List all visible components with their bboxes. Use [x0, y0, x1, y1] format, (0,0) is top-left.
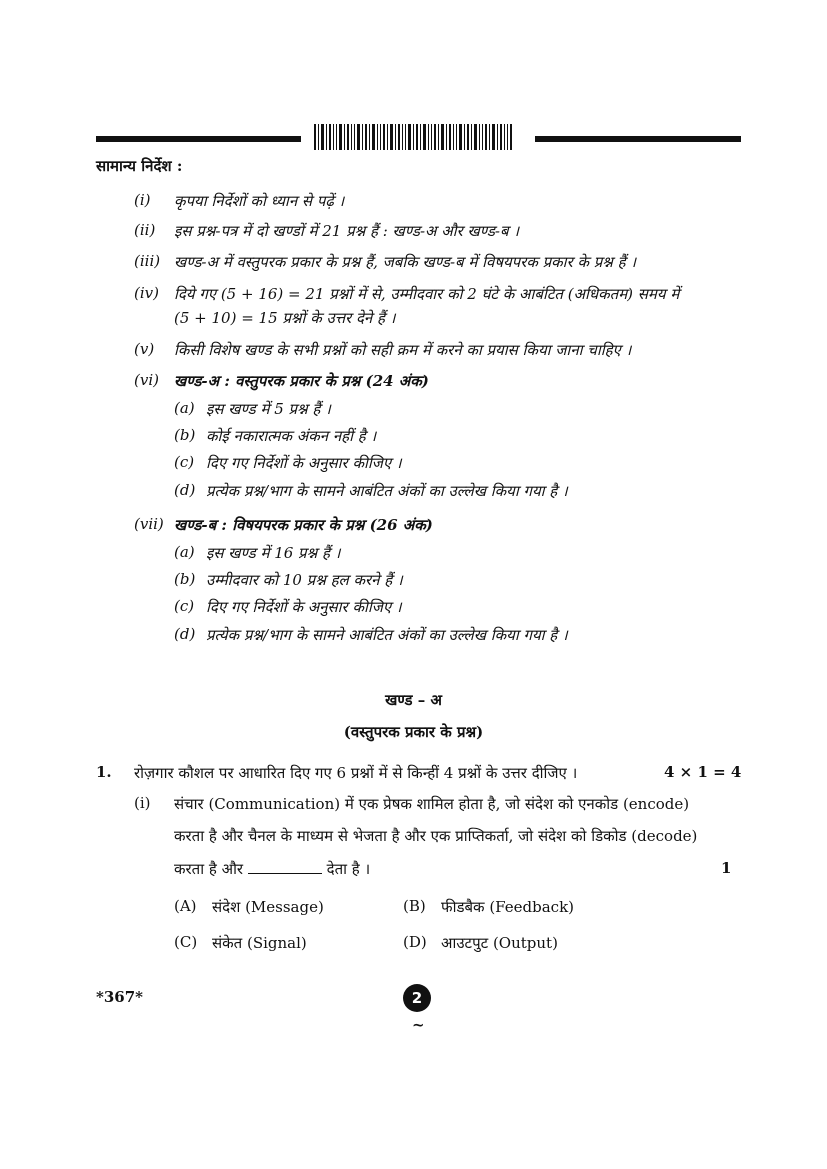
sub-question-line: संचार (Communication) में एक प्रेषक शामिल होता है, जो संदेश को एनकोड (encode) — [174, 795, 690, 813]
section-a-instruction: खण्ड-अ : वस्तुपरक प्रकार के प्रश्न (24 अंक) — [174, 372, 429, 390]
option-text: संकेत (Signal) — [212, 934, 307, 952]
section-subtitle: (वस्तुपरक प्रकार के प्रश्न) — [343, 723, 484, 741]
sub-question-number: (i) — [134, 794, 151, 812]
sub-question-marks: 1 — [721, 859, 732, 877]
sub-question-line: करता है और चैनल के माध्यम से भेजता है और एक प्राप्तिकर्ता, जो संदेश को डिकोड (decode) — [174, 827, 698, 845]
option-label: (B) — [403, 897, 426, 915]
sub-item-num: (b) — [174, 570, 196, 588]
barcode — [314, 124, 512, 150]
sub-item-text: उम्मीदवार को 10 प्रश्न हल करने हैं । — [206, 571, 403, 589]
option-label: (A) — [174, 897, 197, 915]
instruction-text: इस प्रश्न-पत्र में दो खण्डों में 21 प्रश्न हैं : खण्ड-अ और खण्ड-ब । — [174, 222, 520, 240]
option-text: आउटपुट (Output) — [441, 934, 558, 952]
sub-item-num: (b) — [174, 426, 196, 444]
instruction-text: किसी विशेष खण्ड के सभी प्रश्नों को सही क्रम में करने का प्रयास किया जाना चाहिए । — [174, 341, 632, 359]
question-text: रोज़गार कौशल पर आधारित दिए गए 6 प्रश्नों में से किन्हीं 4 प्रश्नों के उत्तर दीजिए । — [134, 764, 578, 782]
question-number: 1. — [96, 763, 112, 781]
paper-code: *367* — [96, 988, 143, 1006]
sub-item-num: (d) — [174, 481, 196, 499]
option-label: (C) — [174, 933, 198, 951]
sub-item-num: (a) — [174, 543, 195, 561]
sub-item-num: (d) — [174, 625, 196, 643]
section-b-instruction: खण्ड-ब : विषयपरक प्रकार के प्रश्न (26 अंक) — [174, 516, 433, 534]
sub-item-num: (c) — [174, 453, 195, 471]
sub-item-text: कोई नकारात्मक अंकन नहीं है । — [206, 427, 377, 445]
section-title: खण्ड – अ — [385, 691, 442, 709]
instruction-text-continued: (5 + 10) = 15 प्रश्नों के उत्तर देने हैं । — [174, 309, 396, 327]
instruction-num: (v) — [134, 340, 155, 358]
sub-item-text: इस खण्ड में 16 प्रश्न हैं । — [206, 544, 341, 562]
instruction-num: (vii) — [134, 515, 164, 533]
sub-question-line-end: देता है । — [326, 860, 371, 878]
sub-item-num: (c) — [174, 597, 195, 615]
header-rule-right — [535, 136, 741, 142]
sub-question-line — [174, 859, 370, 879]
instruction-text: कृपया निर्देशों को ध्यान से पढ़ें । — [174, 192, 345, 210]
instruction-num: (iv) — [134, 284, 159, 302]
instruction-text: खण्ड-अ में वस्तुपरक प्रकार के प्रश्न हैं, जबकि खण्ड-ब में विषयपरक प्रकार के प्रश्न हैं । — [174, 253, 637, 271]
instruction-text: दिये गए (5 + 16) = 21 प्रश्नों में से, उम्मीदवार को 2 घंटे के आबंटित (अधिकतम) समय में — [174, 285, 680, 303]
sub-item-num: (a) — [174, 399, 195, 417]
option-text: संदेश (Message) — [212, 898, 324, 916]
page-number: 2 — [403, 984, 431, 1012]
option-text: फीडबैक (Feedback) — [441, 898, 575, 916]
sub-question-line-start: करता है और — [174, 860, 244, 878]
instruction-num: (vi) — [134, 371, 159, 389]
instruction-num: (ii) — [134, 221, 156, 239]
instruction-num: (i) — [134, 191, 151, 209]
sub-item-text: दिए गए निर्देशों के अनुसार कीजिए । — [206, 454, 402, 472]
instruction-num: (iii) — [134, 252, 161, 270]
option-label: (D) — [403, 933, 427, 951]
sub-item-text: दिए गए निर्देशों के अनुसार कीजिए । — [206, 598, 402, 616]
header-rule-left — [96, 136, 301, 142]
general-instructions-heading: सामान्य निर्देश : — [96, 157, 183, 175]
answer-blank — [248, 859, 322, 874]
sub-item-text: इस खण्ड में 5 प्रश्न हैं । — [206, 400, 331, 418]
question-marks: 4 × 1 = 4 — [664, 763, 742, 781]
sub-item-text: प्रत्येक प्रश्न/भाग के सामने आबंटित अंकों का उल्लेख किया गया है । — [206, 626, 568, 644]
sub-item-text: प्रत्येक प्रश्न/भाग के सामने आबंटित अंकों का उल्लेख किया गया है । — [206, 482, 568, 500]
footer-tilde: ~ — [412, 1016, 425, 1034]
